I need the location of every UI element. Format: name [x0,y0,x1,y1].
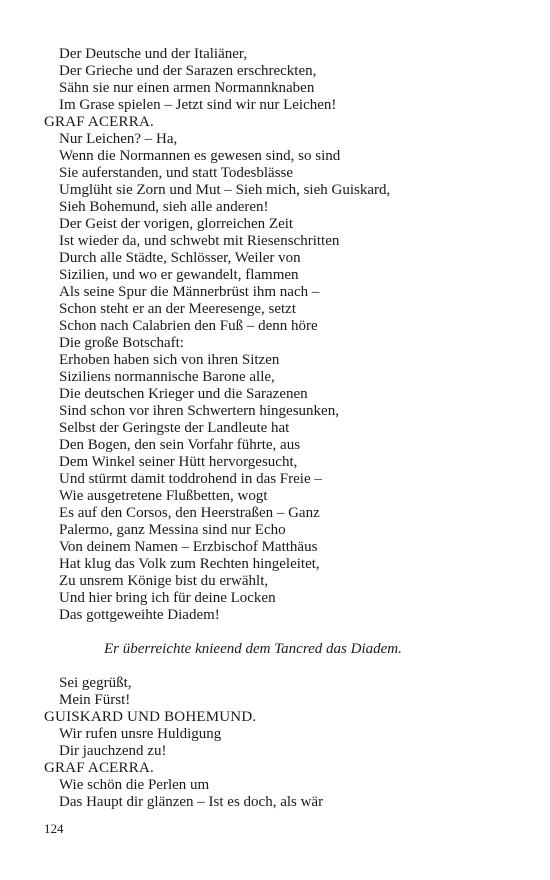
verse-line: Den Bogen, den sein Vorfahr führte, aus [59,437,301,453]
stage-direction: Er überreichte knieend dem Tancred das Diadem. [104,641,402,657]
page-number: 124 [44,821,64,836]
verse-line: Hat klug das Volk zum Rechten hingeleitet, [59,556,320,572]
speaker-name: GUISKARD UND BOHEMUND. [44,709,257,725]
verse-line: Zu unsrem Könige bist du erwählt, [59,573,269,589]
verse-line: Der Grieche und der Sarazen erschreckten, [59,63,317,79]
verse-line: Der Geist der vorigen, glorreichen Zeit [59,216,294,232]
verse-line: Dir jauchzend zu! [59,743,167,759]
verse-line: Nur Leichen? – Ha, [59,131,178,147]
page-body [0,46,550,811]
verse-line: Selbst der Geringste der Landleute hat [59,420,290,436]
verse-line: Wenn die Normannen es gewesen sind, so sind [59,148,341,164]
verse-line: Erhoben haben sich von ihren Sitzen [59,352,280,368]
verse-line: Umglüht sie Zorn und Mut – Sieh mich, sieh Guiskard, [59,182,391,198]
verse-line: Wie schön die Perlen um [59,777,210,793]
verse-line: Dem Winkel seiner Hütt hervorgesucht, [59,454,298,470]
verse-line: Palermo, ganz Messina sind nur Echo [59,522,286,538]
verse-line: Schon nach Calabrien den Fuß – denn höre [59,318,318,334]
verse-line: Der Deutsche und der Italiäner, [59,46,248,62]
verse-line: Im Grase spielen – Jetzt sind wir nur Leichen! [59,97,337,113]
verse-line: Und hier bring ich für deine Locken [59,590,276,606]
verse-line: Sind schon vor ihren Schwertern hingesunken, [59,403,339,419]
verse-line: Siziliens normannische Barone alle, [59,369,275,385]
verse-line: Das Haupt dir glänzen – Ist es doch, als wär [59,794,324,810]
verse-line: Wie ausgetretene Flußbetten, wogt [59,488,268,504]
speaker-name: GRAF ACERRA. [44,760,154,776]
verse-line: Mein Fürst! [59,692,131,708]
verse-line: Schon steht er an der Meeresenge, setzt [59,301,296,317]
verse-line: Und stürmt damit toddrohend in das Freie – [59,471,322,487]
verse-line: Die deutschen Krieger und die Sarazenen [59,386,308,402]
verse-line: Wir rufen unsre Huldigung [59,726,222,742]
verse-line: Das gottgeweihte Diadem! [59,607,220,623]
verse-line: Ist wieder da, und schwebt mit Riesenschritten [59,233,340,249]
verse-line: Durch alle Städte, Schlösser, Weiler von [59,250,301,266]
verse-line: Von deinem Namen – Erzbischof Matthäus [59,539,318,555]
verse-line: Sieh Bohemund, sieh alle anderen! [59,199,269,215]
verse-line: Sei gegrüßt, [59,675,132,691]
verse-line: Sizilien, und wo er gewandelt, flammen [59,267,299,283]
speaker-name: GRAF ACERRA. [44,114,154,130]
verse-line: Die große Botschaft: [59,335,184,351]
verse-line: Sie auferstanden, und statt Todesblässe [59,165,294,181]
verse-line: Sähn sie nur einen armen Normannknaben [59,80,315,96]
verse-line: Als seine Spur die Männerbrüst ihm nach – [59,284,320,300]
verse-line: Es auf den Corsos, den Heerstraßen – Ganz [59,505,320,521]
